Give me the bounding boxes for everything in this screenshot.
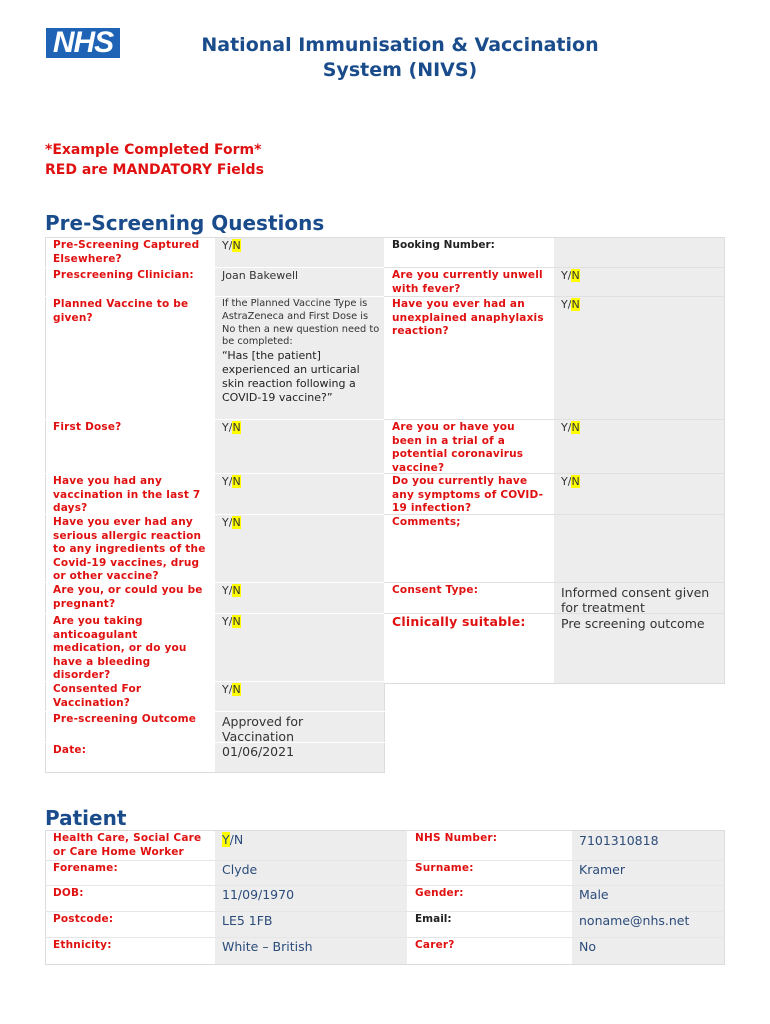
no-option[interactable]: N [232,421,241,434]
value-anaphylaxis[interactable]: Y/N [561,298,580,311]
value-fever[interactable]: Y/N [561,269,580,282]
label-dob: DOB: [53,887,84,899]
label-comments: Comments; [392,516,461,528]
yes-option[interactable]: Y [222,584,229,597]
value-clinician[interactable]: Joan Bakewell [222,269,299,282]
yes-option[interactable]: Y [222,832,230,847]
mandatory-notice [45,140,264,180]
label-consented: Consented For Vaccination? [53,683,142,709]
value-ethnicity[interactable]: White – British [222,939,313,954]
label-carer: Carer? [415,939,455,951]
no-option[interactable]: N [571,421,580,434]
label-planned-vaccine: Planned Vaccine to be given? [53,298,189,324]
value-vaccination-7-days[interactable]: Y/N [222,475,241,488]
yes-option[interactable]: Y [222,475,229,488]
label-email: Email: [415,913,452,925]
value-captured-elsewhere[interactable]: Y/N [222,239,241,252]
value-surname[interactable]: Kramer [579,862,626,877]
value-carer[interactable]: No [579,939,596,954]
prescreening-section-title: Pre-Screening Questions [45,211,325,235]
label-forename: Forename: [53,862,118,874]
mandatory-fields-note: RED are MANDATORY Fields [45,162,264,178]
value-forename[interactable]: Clyde [222,862,258,877]
label-surname: Surname: [415,862,474,874]
value-consent-type[interactable]: Informed consent given for treatment [561,585,710,615]
label-pregnant: Are you, or could you be pregnant? [53,584,203,610]
label-first-dose: First Dose? [53,421,122,433]
value-consented[interactable]: Y/N [222,683,241,696]
no-option[interactable]: N [233,832,244,847]
label-consent-type: Consent Type: [392,584,479,596]
yes-option[interactable]: Y [561,269,568,282]
label-health-care-worker: Health Care, Social Care or Care Home Worker [53,832,202,858]
value-health-care-worker[interactable]: Y/N [222,832,244,847]
label-trial: Are you or have you been in a trial of a potential coronavirus vaccine? [392,421,524,474]
value-booking-number[interactable] [553,238,718,239]
label-fever: Are you currently unwell with fever? [392,269,543,295]
label-vaccination-7-days: Have you had any vaccination in the last 7 days? [53,475,201,514]
value-email[interactable]: noname@nhs.net [579,913,690,928]
yes-option[interactable]: Y [222,421,229,434]
label-clinician: Prescreening Clinician: [53,269,194,281]
value-allergic-reaction[interactable]: Y/N [222,516,241,529]
value-clinically-suitable[interactable]: Pre screening outcome [561,616,705,631]
yes-option[interactable]: Y [222,239,229,252]
value-anticoagulant[interactable]: Y/N [222,615,241,628]
yes-option[interactable]: Y [222,615,229,628]
value-postcode[interactable]: LE5 1FB [222,913,273,928]
value-trial[interactable]: Y/N [561,421,580,434]
label-anaphylaxis: Have you ever had an unexplained anaphylaxis reaction? [392,298,544,337]
value-covid-symptoms[interactable]: Y/N [561,475,580,488]
no-option[interactable]: N [232,584,241,597]
label-captured-elsewhere: Pre-Screening Captured Elsewhere? [53,239,200,265]
urticarial-question: “Has [the patient] experienced an urticarial skin reaction following a COVID-19 vaccine?” [222,349,360,405]
label-booking-number: Booking Number: [392,239,495,251]
label-postcode: Postcode: [53,913,114,925]
label-covid-symptoms: Do you currently have any symptoms of COVID-19 infection? [392,475,544,514]
yes-option[interactable]: Y [222,516,229,529]
label-gender: Gender: [415,887,464,899]
value-first-dose[interactable]: Y/N [222,421,241,434]
label-anticoagulant: Are you taking anticoagulant medication, or do you have a bleeding disorder? [53,615,187,681]
nhs-logo: NHS [46,28,120,58]
value-comments[interactable] [553,515,718,516]
value-nhs-number[interactable]: 7101310818 [579,833,659,848]
no-option[interactable]: N [571,298,580,311]
yes-option[interactable]: Y [561,475,568,488]
no-option[interactable]: N [232,615,241,628]
value-dob[interactable]: 11/09/1970 [222,887,295,902]
example-form-note: *Example Completed Form* [45,142,262,158]
yes-option[interactable]: Y [561,421,568,434]
no-option[interactable]: N [232,516,241,529]
value-pregnant[interactable]: Y/N [222,584,241,597]
no-option[interactable]: N [571,475,580,488]
planned-vaccine-note: If the Planned Vaccine Type is AstraZeneca and First Dose is No then a new question need to be completed: [222,298,380,348]
label-outcome: Pre-screening Outcome [53,713,197,725]
value-outcome[interactable]: Approved for Vaccination [222,714,304,744]
patient-section-title: Patient [45,806,127,830]
label-ethnicity: Ethnicity: [53,939,112,951]
label-clinically-suitable: Clinically suitable: [392,614,526,629]
page-title: National Immunisation & Vaccination System (NIVS) [201,34,599,81]
no-option[interactable]: N [232,683,241,696]
no-option[interactable]: N [232,239,241,252]
planned-vaccine-note-box [214,297,382,405]
label-allergic-reaction: Have you ever had any serious allergic reaction to any ingredients of the Covid-19 vaccines, drug or other vaccine? [53,516,206,582]
value-gender[interactable]: Male [579,887,609,902]
yes-option[interactable]: Y [222,683,229,696]
no-option[interactable]: N [232,475,241,488]
value-date[interactable]: 01/06/2021 [222,744,295,759]
no-option[interactable]: N [571,269,580,282]
label-nhs-number: NHS Number: [415,832,498,844]
label-date: Date: [53,744,87,756]
yes-option[interactable]: Y [561,298,568,311]
